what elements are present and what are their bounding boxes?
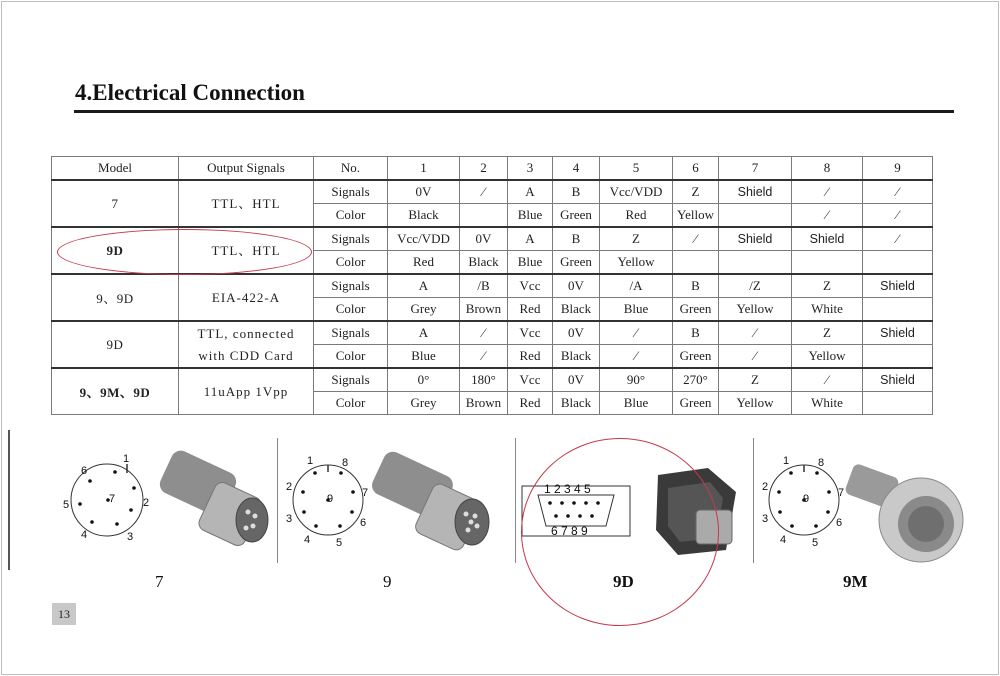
output-signals-line: EIA-422-A xyxy=(211,289,281,305)
pin-value-cell: Red xyxy=(508,345,553,369)
pin-value-cell: Blue xyxy=(508,251,553,275)
row-kind-cell: Signals xyxy=(314,180,388,204)
pin-value-cell: Red xyxy=(508,298,553,322)
pin-value-cell xyxy=(719,251,792,275)
table-row xyxy=(52,368,933,392)
pin-value-cell: ⁄ xyxy=(792,204,863,228)
pin-label: 5 xyxy=(336,537,343,549)
pin-value-cell: 0V xyxy=(553,368,600,392)
pin-label: 6 xyxy=(81,465,88,477)
plug-image-7 xyxy=(157,447,268,548)
pin-value-cell: 90° xyxy=(600,368,673,392)
pin-value-cell: B xyxy=(553,227,600,251)
pin-value-cell: Yellow xyxy=(673,204,719,228)
connector-9m-diagram xyxy=(756,440,986,570)
pin-value-cell: Yellow xyxy=(792,345,863,369)
pin-value-cell: 0V xyxy=(553,274,600,298)
pin-value-cell: Grey xyxy=(388,392,460,415)
pin-value-cell: Brown xyxy=(460,298,508,322)
model-cell: 9D xyxy=(52,321,179,368)
pin-value-cell: Black xyxy=(553,392,600,415)
pin-label: 2 xyxy=(762,481,769,493)
pin-label: 5 xyxy=(812,537,819,549)
header-cell: 8 xyxy=(792,157,863,181)
model-cell: 7 xyxy=(52,180,179,227)
pin-value-cell: ⁄ xyxy=(600,345,673,369)
pin-value-cell: Brown xyxy=(460,392,508,415)
header-cell: 4 xyxy=(553,157,600,181)
pin-label: 7 xyxy=(362,487,369,499)
plug-image-9m xyxy=(844,463,963,562)
pin-value-cell: Red xyxy=(508,392,553,415)
plug-image-9 xyxy=(369,449,489,553)
header-cell: 5 xyxy=(600,157,673,181)
pin-value-cell: Yellow xyxy=(719,392,792,415)
connector-caption-9m: 9M xyxy=(843,572,868,591)
pin-value-cell: Z xyxy=(600,227,673,251)
row-kind-cell: Color xyxy=(314,251,388,275)
pin-label: 3 xyxy=(127,531,134,543)
pin-value-cell: A xyxy=(388,321,460,345)
pin-value-cell: White xyxy=(792,392,863,415)
row-kind-cell: Color xyxy=(314,392,388,415)
pin-label: 8 xyxy=(342,457,349,469)
output-signals-cell xyxy=(179,180,314,227)
header-cell: No. xyxy=(314,157,388,181)
pin-value-cell: Black xyxy=(553,298,600,322)
pin-value-cell: 0V xyxy=(388,180,460,204)
pin-value-cell: 180° xyxy=(460,368,508,392)
header-cell: 3 xyxy=(508,157,553,181)
header-cell: 6 xyxy=(673,157,719,181)
pin-value-cell: ⁄ xyxy=(719,321,792,345)
pin-value-cell: A xyxy=(388,274,460,298)
left-margin-line xyxy=(8,430,10,570)
highlight-oval-9d-row xyxy=(57,229,312,275)
pin-value-cell xyxy=(863,251,933,275)
header-cell: 7 xyxy=(719,157,792,181)
header-cell: 2 xyxy=(460,157,508,181)
table-row xyxy=(52,274,933,298)
pin-value-cell xyxy=(460,204,508,228)
header-cell: 9 xyxy=(863,157,933,181)
panel-divider xyxy=(515,438,516,563)
pin-label: 2 xyxy=(143,497,150,509)
pin-value-cell: 0V xyxy=(460,227,508,251)
pin-value-cell: Shield xyxy=(863,321,933,345)
pin-value-cell: Shield xyxy=(863,368,933,392)
row-kind-cell: Color xyxy=(314,345,388,369)
pin-value-cell: 0° xyxy=(388,368,460,392)
panel-divider xyxy=(753,438,754,563)
connector-caption-7: 7 xyxy=(155,572,164,591)
pin-label: 2 xyxy=(286,481,293,493)
pin-value-cell: Blue xyxy=(600,298,673,322)
pin-label: 8 xyxy=(818,457,825,469)
pin-value-cell: Blue xyxy=(508,204,553,228)
pin-value-cell: Vcc xyxy=(508,274,553,298)
model-cell: 9D xyxy=(52,227,179,274)
pin-value-cell: ⁄ xyxy=(863,204,933,228)
pin-label: 5 xyxy=(63,499,70,511)
model-cell: 9、9M、9D xyxy=(52,368,179,415)
pin-label: 6 xyxy=(360,517,367,529)
pin-value-cell: ⁄ xyxy=(460,321,508,345)
pin-label: 4 xyxy=(780,534,787,546)
pin-value-cell: ⁄ xyxy=(673,227,719,251)
pin-value-cell xyxy=(863,345,933,369)
pin-value-cell: Shield xyxy=(719,227,792,251)
pin-value-cell: ⁄ xyxy=(792,180,863,204)
pin-value-cell: ⁄ xyxy=(460,180,508,204)
pin-value-cell: 0V xyxy=(553,321,600,345)
row-kind-cell: Signals xyxy=(314,227,388,251)
pin-label: 6 xyxy=(836,517,843,529)
section-title: 4.Electrical Connection xyxy=(75,80,305,105)
pin-value-cell: Shield xyxy=(863,274,933,298)
pin-value-cell: Z xyxy=(719,368,792,392)
table-header-row xyxy=(52,157,933,181)
pin-value-cell: /B xyxy=(460,274,508,298)
connector-7-diagram xyxy=(55,440,275,570)
row-kind-cell: Signals xyxy=(314,321,388,345)
pin-value-cell: Yellow xyxy=(600,251,673,275)
output-signals-line: TTL、HTL xyxy=(211,242,281,258)
row-kind-cell: Color xyxy=(314,204,388,228)
pin-label: 7 xyxy=(838,487,845,499)
pin-label: 7 xyxy=(109,493,116,505)
header-cell: 1 xyxy=(388,157,460,181)
panel-divider xyxy=(277,438,278,563)
pin-value-cell: ⁄ xyxy=(863,227,933,251)
pin-value-cell: Grey xyxy=(388,298,460,322)
pin-value-cell: 270° xyxy=(673,368,719,392)
pin-value-cell: Blue xyxy=(388,345,460,369)
pin-value-cell: Black xyxy=(388,204,460,228)
pin-value-cell: Vcc/VDD xyxy=(600,180,673,204)
pin-label: 3 xyxy=(762,513,769,525)
pin-value-cell: Green xyxy=(673,392,719,415)
pin-value-cell: /A xyxy=(600,274,673,298)
pin-value-cell: B xyxy=(553,180,600,204)
pin-value-cell: Vcc xyxy=(508,368,553,392)
pinout-9 xyxy=(286,455,368,549)
pin-label: 3 xyxy=(286,513,293,525)
pin-value-cell: A xyxy=(508,180,553,204)
pin-label: 1 xyxy=(307,455,314,467)
title-underline xyxy=(74,110,954,113)
pin-assignment-table xyxy=(51,156,933,415)
table-row xyxy=(52,180,933,204)
pin-value-cell: Red xyxy=(388,251,460,275)
pin-value-cell xyxy=(863,298,933,322)
pin-value-cell: /Z xyxy=(719,274,792,298)
row-kind-cell: Color xyxy=(314,298,388,322)
output-signals-cell xyxy=(179,321,314,368)
highlight-oval-9d-connector xyxy=(521,438,719,626)
connector-caption-9: 9 xyxy=(383,572,392,591)
pin-value-cell: Green xyxy=(673,345,719,369)
pin-value-cell: Shield xyxy=(792,227,863,251)
pin-label: 9 xyxy=(327,493,334,505)
output-signals-cell xyxy=(179,368,314,415)
pin-value-cell: ⁄ xyxy=(863,180,933,204)
pin-value-cell: Green xyxy=(553,251,600,275)
connector-9-diagram xyxy=(280,440,510,570)
pin-value-cell: Z xyxy=(792,321,863,345)
pin-value-cell: Vcc/VDD xyxy=(388,227,460,251)
pin-value-cell: ⁄ xyxy=(792,368,863,392)
pinout-9m xyxy=(762,455,844,549)
pin-value-cell: ⁄ xyxy=(460,345,508,369)
pin-value-cell: Z xyxy=(792,274,863,298)
pin-value-cell: Yellow xyxy=(719,298,792,322)
page-number: 13 xyxy=(52,603,76,625)
pinout-7 xyxy=(63,453,149,543)
pin-value-cell: Black xyxy=(553,345,600,369)
pin-label: 4 xyxy=(81,529,88,541)
pin-value-cell: B xyxy=(673,274,719,298)
pin-value-cell: Green xyxy=(673,298,719,322)
table-row xyxy=(52,321,933,345)
pin-label: 1 xyxy=(123,453,130,465)
pin-value-cell xyxy=(719,204,792,228)
header-cell: Model xyxy=(52,157,179,181)
pin-value-cell: B xyxy=(673,321,719,345)
model-cell: 9、9D xyxy=(52,274,179,321)
pin-value-cell: Blue xyxy=(600,392,673,415)
pin-value-cell: Red xyxy=(600,204,673,228)
pin-label: 4 xyxy=(304,534,311,546)
output-signals-line: with CDD Card xyxy=(198,347,294,363)
pin-value-cell: Green xyxy=(553,204,600,228)
pin-value-cell: Black xyxy=(460,251,508,275)
pin-value-cell xyxy=(792,251,863,275)
output-signals-line: TTL、HTL xyxy=(211,195,281,211)
pin-value-cell xyxy=(863,392,933,415)
pin-value-cell: Z xyxy=(673,180,719,204)
pin-value-cell xyxy=(673,251,719,275)
row-kind-cell: Signals xyxy=(314,368,388,392)
pin-value-cell: Shield xyxy=(719,180,792,204)
pin-value-cell: A xyxy=(508,227,553,251)
connector-caption-9d: 9D xyxy=(613,572,634,591)
pin-value-cell: ⁄ xyxy=(719,345,792,369)
output-signals-line: TTL, connected xyxy=(197,325,295,341)
row-kind-cell: Signals xyxy=(314,274,388,298)
pin-row-bottom: 6 7 8 9 xyxy=(551,524,588,538)
pin-row-top: 1 2 3 4 5 xyxy=(544,482,591,496)
pin-label: 9 xyxy=(803,493,810,505)
pin-value-cell: ⁄ xyxy=(600,321,673,345)
output-signals-line: 11uApp 1Vpp xyxy=(203,383,289,399)
pin-label: 1 xyxy=(783,455,790,467)
output-signals-cell xyxy=(179,274,314,321)
pin-value-cell: Vcc xyxy=(508,321,553,345)
header-cell: Output Signals xyxy=(179,157,314,181)
pin-value-cell: White xyxy=(792,298,863,322)
